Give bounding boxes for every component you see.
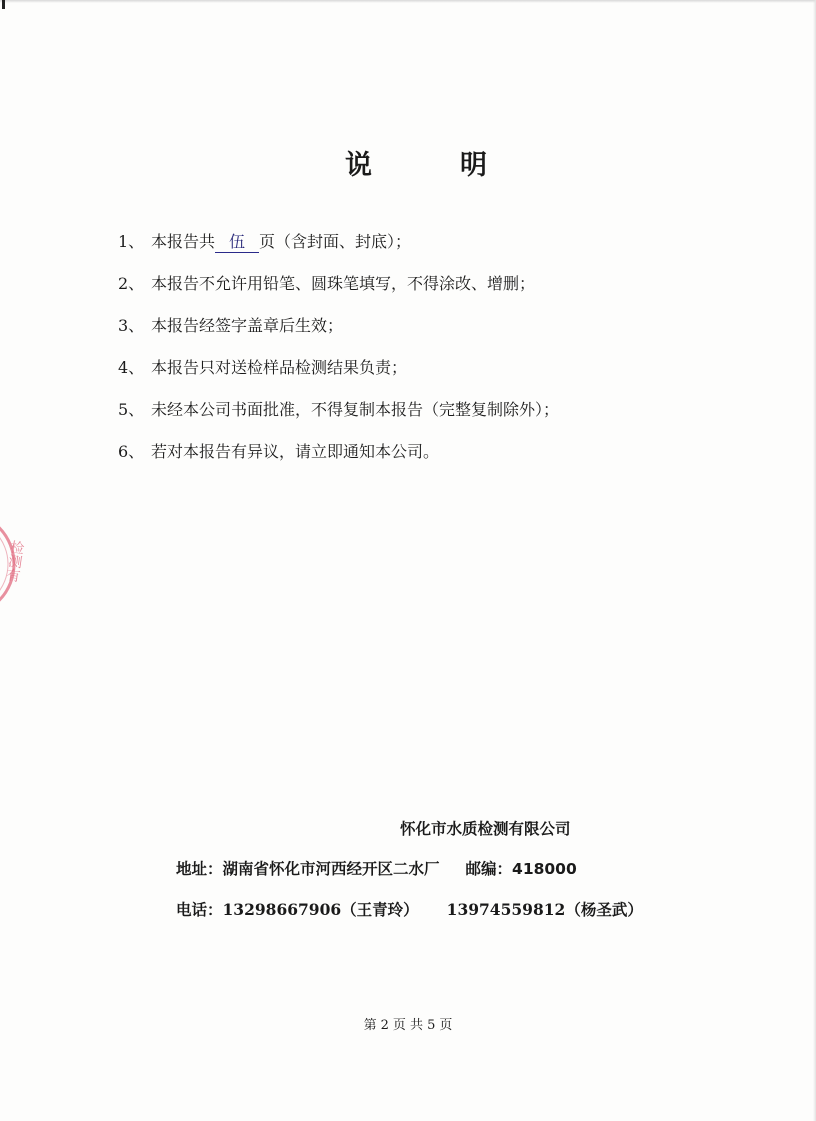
address-label: 地址： (176, 860, 223, 878)
rule-text: 本报告只对送检样品检测结果负责； (151, 358, 408, 377)
rule-text: 本报告不允许用铅笔、圆珠笔填写，不得涂改、增删； (151, 274, 536, 293)
pager-current: 2 (380, 1018, 389, 1033)
pager-mid: 页 共 (392, 1018, 424, 1033)
phone-label: 电话： (176, 901, 223, 919)
title-char-1: 说 (345, 150, 372, 181)
rule-number: 1、 (118, 232, 145, 251)
page-number (0, 1014, 816, 1033)
rule-text: 若对本报告有异议，请立即通知本公司。 (151, 442, 440, 461)
corner-mark (2, 0, 5, 9)
pager-suffix: 页 (439, 1018, 453, 1033)
rule-number: 6、 (118, 442, 145, 461)
contact-2: （杨圣武） (565, 901, 643, 919)
phone-number-2: 13974559812 (446, 900, 566, 919)
rule-text-before: 本报告共 (151, 232, 216, 251)
rule-text-after: 页（含封面、封底）； (259, 232, 412, 251)
contact-1: （王青玲） (341, 901, 419, 919)
rule-item-4 (118, 358, 407, 378)
pager-prefix: 第 (363, 1018, 377, 1033)
company-phone (176, 898, 643, 920)
page-count-blank: 伍 (215, 232, 259, 253)
zip-label: 邮编： (465, 860, 513, 878)
company-address (176, 857, 577, 879)
title-char-2: 明 (460, 150, 487, 181)
rule-number: 2、 (118, 274, 145, 293)
rule-item-2 (118, 274, 535, 294)
company-name: 怀化市水质检测有限公司 (400, 820, 571, 838)
rule-item-5 (118, 400, 559, 420)
rule-item-6 (118, 442, 439, 462)
rule-number: 5、 (118, 400, 145, 419)
rule-number: 3、 (118, 316, 145, 335)
rule-item-1 (118, 232, 411, 253)
rule-item-3 (118, 316, 343, 336)
company-seal (0, 505, 38, 623)
address-value: 湖南省怀化市河西经开区二水厂 (222, 860, 440, 878)
pager-total: 5 (427, 1018, 436, 1033)
phone-number-1: 13298667906 (222, 900, 342, 919)
scan-edge-top (0, 0, 816, 3)
rule-text: 本报告经签字盖章后生效； (151, 316, 344, 335)
seal-text: 检测有 (3, 539, 26, 583)
rule-text: 未经本公司书面批准，不得复制本报告（完整复制除外）； (151, 400, 560, 419)
zip-value: 418000 (512, 860, 577, 878)
rule-number: 4、 (118, 358, 145, 377)
